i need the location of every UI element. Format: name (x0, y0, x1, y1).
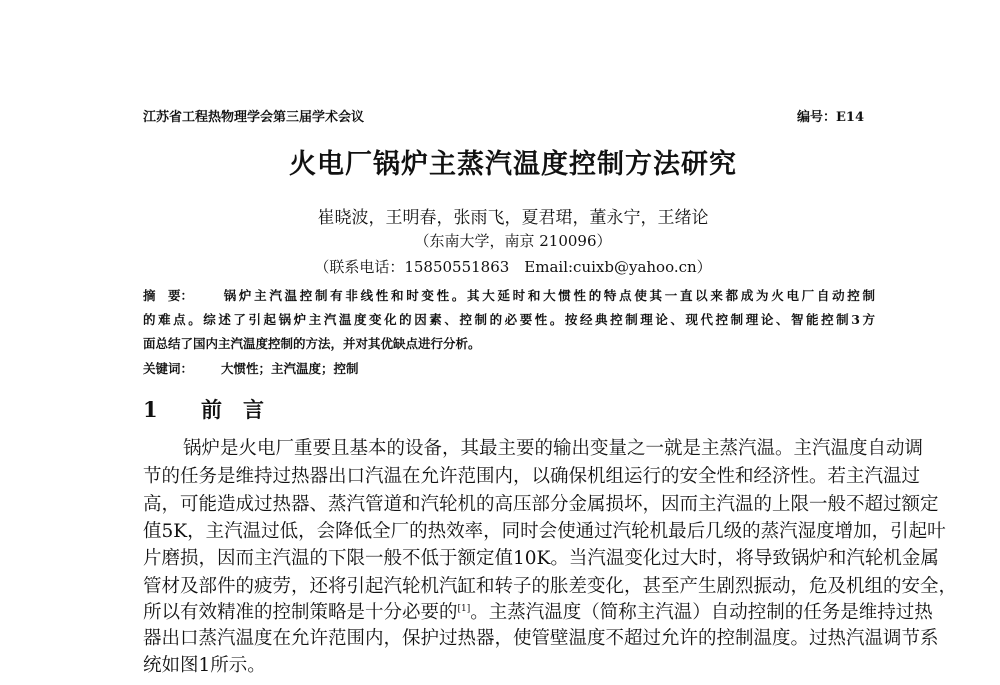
body-line: 器出口蒸汽温度在允许范围内，保护过热器，使管壁温度不超过允许的控制温度。过热汽温调节系 (143, 628, 939, 649)
abstract-line: 面总结了国内主汽温度控制的方法，并对其优缺点进行分析。 (143, 336, 481, 351)
section-heading (143, 394, 264, 424)
body-line: 值5K，主汽温过低，会降低全厂的热效率，同时会使通过汽轮机最后几级的蒸汽湿度增加，引起叶 (143, 521, 946, 542)
body-line: 高，可能造成过热器、蒸汽管道和汽轮机的高压部分金属损坏，因而主汽温的上限一般不超过额定 (143, 494, 939, 515)
body-line (143, 598, 933, 624)
abstract-label: 摘 要： (143, 288, 194, 303)
paper-number: 编号：E14 (797, 110, 864, 125)
citation[interactable]: [1] (457, 603, 471, 614)
conference-name: 江苏省工程热物理学会第三届学术会议 (143, 110, 365, 125)
body-line: 统如图1所示。 (143, 655, 266, 676)
keywords-text: 大惯性；主汽温度；控制 (221, 361, 359, 376)
affiliation: （东南大学，南京 210096） (414, 232, 612, 250)
keywords-label: 关键词： (143, 361, 194, 376)
body-line: 锅炉是火电厂重要且基本的设备，其最主要的输出变量之一就是主蒸汽温。主汽温度自动调 (183, 438, 924, 459)
body-line: 管材及部件的疲劳，还将引起汽轮机汽缸和转子的胀差变化，甚至产生剧烈振动，危及机组的安全， (143, 576, 958, 597)
abstract-text: 锅炉主汽温控制有非线性和时变性。其大延时和大惯性的特点使其一直以来都成为火电厂自动控制 (221, 288, 875, 303)
section-number: 1 (143, 397, 158, 422)
paper-title: 火电厂锅炉主蒸汽温度控制方法研究 (289, 149, 737, 180)
abstract-line (143, 286, 875, 304)
keywords (143, 359, 359, 377)
section-title: 前 言 (201, 397, 264, 422)
body-text: 所以有效精准的控制策略是十分必要的 (143, 602, 458, 623)
authors: 崔晓波，王明春，张雨飞，夏君珺，董永宁，王绪论 (317, 208, 709, 228)
body-text: 。主蒸汽温度（简称主汽温）自动控制的任务是维持过热 (470, 602, 933, 623)
contact-info: （联系电话：15850551863 Email:cuixb@yahoo.cn） (314, 258, 712, 276)
abstract-line: 的难点。综述了引起锅炉主汽温度变化的因素、控制的必要性。按经典控制理论、现代控制理论、智能控制3方 (143, 312, 875, 327)
body-line: 节的任务是维持过热器出口汽温在允许范围内，以确保机组运行的安全性和经济性。若主汽温过 (143, 466, 921, 487)
body-line: 片磨损，因而主汽温的下限一般不低于额定值10K。当汽温变化过大时，将导致锅炉和汽轮机金属 (143, 548, 939, 569)
